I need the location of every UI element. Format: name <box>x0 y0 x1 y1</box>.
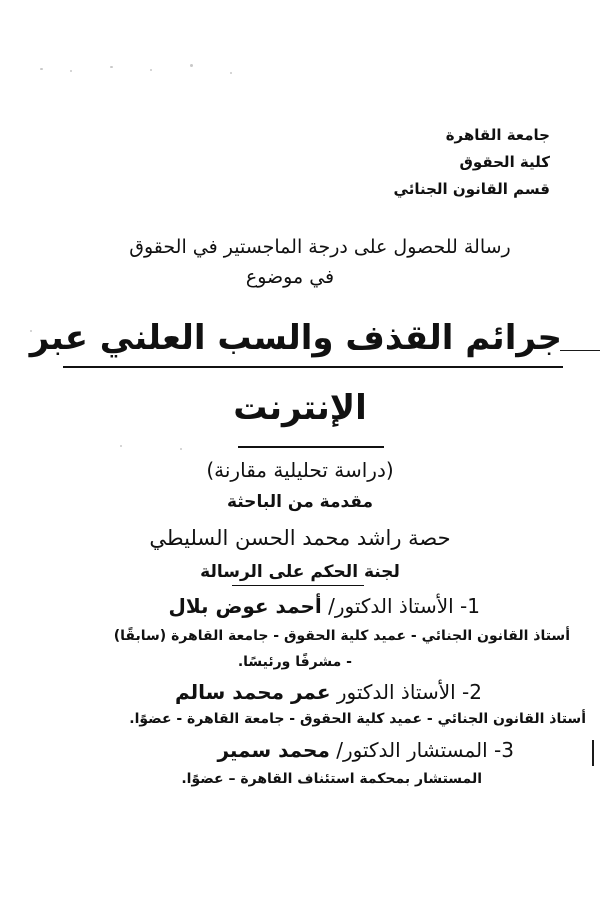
committee-member-1 <box>168 594 480 618</box>
thesis-title-line2: الإنترنت <box>233 388 367 428</box>
member-3-description: المستشار بمحكمة استئناف القاهرة – عضوًا. <box>181 771 482 787</box>
thesis-purpose: رسالة للحصول على درجة الماجستير في الحقوق <box>129 236 511 258</box>
department-name: قسم القانون الجنائي <box>393 180 550 198</box>
committee-heading: لجنة الحكم على الرسالة <box>200 562 400 582</box>
university-name: جامعة القاهرة <box>445 126 550 144</box>
scan-speck <box>180 448 182 450</box>
thesis-subtitle: (دراسة تحليلية مقارنة) <box>206 458 394 482</box>
researcher-name: حصة راشد محمد الحسن السليطي <box>149 526 451 550</box>
title-underline <box>63 366 563 368</box>
scan-speck <box>230 72 232 74</box>
member-2-description: أستاذ القانون الجنائي - عميد كلية الحقوق - جامعة القاهرة - عضوًا. <box>129 711 586 727</box>
scan-speck <box>40 68 43 70</box>
member-name: عمر محمد سالم <box>174 680 331 704</box>
member-number: 2- <box>462 680 482 704</box>
scan-speck <box>120 445 122 447</box>
scan-speck <box>190 64 193 67</box>
topic-label: في موضوع <box>245 266 335 288</box>
presented-by-label: مقدمة من الباحثة <box>226 492 374 512</box>
scan-speck <box>150 69 152 71</box>
member-name: محمد سمير <box>217 738 330 762</box>
committee-member-3 <box>217 738 514 762</box>
scan-speck <box>70 70 72 72</box>
member-name: أحمد عوض بلال <box>168 594 322 618</box>
committee-member-2 <box>175 680 482 704</box>
member-1-description: أستاذ القانون الجنائي - عميد كلية الحقوق - جامعة القاهرة (سابقًا) <box>113 628 570 644</box>
member-title: الأستاذ الدكتور <box>336 680 456 704</box>
member-title: الأستاذ الدكتور/ <box>328 594 454 618</box>
member-number: 1- <box>460 594 480 618</box>
scan-speck <box>110 66 113 68</box>
member-1-role: - مشرفًا ورئيسًا. <box>237 654 352 670</box>
thesis-title-line1: جرائم القذف والسب العلني عبر <box>29 318 562 358</box>
member-title: المستشار الدكتور/ <box>336 738 488 762</box>
member-number: 3- <box>494 738 514 762</box>
faculty-name: كلية الحقوق <box>459 153 550 171</box>
scan-edge-mark <box>592 740 594 766</box>
committee-heading-underline <box>232 585 364 586</box>
scan-edge-mark <box>560 350 600 351</box>
title2-underline <box>238 446 384 448</box>
